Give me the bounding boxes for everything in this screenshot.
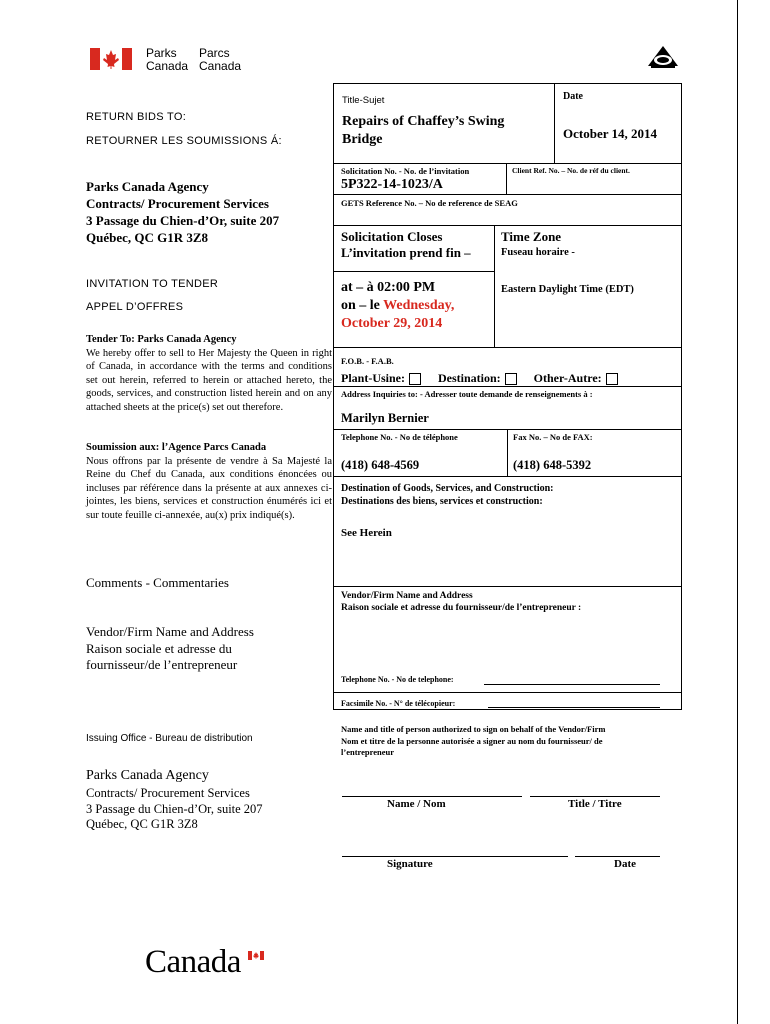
address-inquiries-label: Address Inquiries to: - Adresser toute demande de renseignements à :: [341, 389, 593, 399]
tender-to-body: We hereby offer to sell to Her Majesty the Queen in right of Canada, in accordance with the terms and conditions set out herein, referred to herein or attached hereto, the goods, services, and construction listed herein and on any attached sheets at the price(s) set out therefore.: [86, 347, 332, 413]
soumission-body: Nous offrons par la présente de vendre à Sa Majesté la Reine du Chef du Canada, aux conditions énoncées ou incluses par référence dans la présente at aux annexes ci-jointes, les biens, services et construction énumérés ici et sur toute feuille ci-annexée, au(x) prix indiqué(s).: [86, 455, 332, 521]
vendor-label-left: Vendor/Firm Name and Address Raison sociale et adresse du fournisseur/de l’entrepreneur: [86, 624, 254, 672]
other-checkbox[interactable]: [606, 373, 618, 385]
closing-day: Wednesday,: [383, 298, 455, 313]
soumission-block: [86, 441, 332, 522]
time-zone-label: Time Zone: [501, 229, 562, 244]
issuing-address: Contracts/ Procurement Services 3 Passage du Chien-d’Or, suite 207 Québec, QC G1R 3Z8: [86, 786, 263, 831]
canada-wordmark: Canada: [145, 944, 241, 980]
fob-label: F.O.B. - F.A.B.: [341, 356, 394, 366]
solicitation-number: 5P322-14-1023/A: [341, 177, 443, 192]
return-bids-en: RETURN BIDS TO:: [86, 111, 187, 123]
invitation-fr: APPEL D’OFFRES: [86, 301, 184, 313]
client-ref-label: Client Ref. No. – No. de réf du client.: [512, 166, 630, 175]
soumission-heading: Soumission aux: l’Agence Parcs Canada: [86, 442, 267, 453]
authorized-signer-label: Name and title of person authorized to sign on behalf of the Vendor/Firm Nom et titre de la personne autorisée a signer au nom du fournisseur/ de l’entrepreneur: [341, 724, 606, 757]
gets-label: GETS Reference No. – No de reference de SEAG: [341, 198, 518, 208]
fax-value: (418) 648-5392: [513, 458, 592, 472]
telephone-value: (418) 648-4569: [341, 458, 420, 472]
issuing-office-label: Issuing Office - Bureau de distribution: [86, 733, 253, 744]
canada-flag-icon: [90, 48, 132, 70]
fob-options: Plant-Usine: Destination: Other-Autre:: [341, 371, 618, 386]
header-parks-fr: Parcs Canada: [199, 46, 242, 73]
date-sign-label: Date: [614, 858, 636, 870]
beaver-logo-icon: [645, 44, 681, 70]
fax-label: Fax No. – No de FAX:: [513, 432, 593, 442]
see-herein: See Herein: [341, 527, 392, 539]
title-label-sign: Title / Titre: [568, 798, 622, 810]
invitation-en: INVITATION TO TENDER: [86, 278, 219, 290]
date-value: October 14, 2014: [563, 126, 657, 141]
issuing-agency: Parks Canada Agency: [86, 768, 209, 783]
vendor-label-right: Vendor/Firm Name and Address Raison sociale et adresse du fournisseur/de l’entrepreneur :: [341, 591, 582, 613]
date-label: Date: [563, 91, 583, 102]
return-address: Parks Canada Agency Contracts/ Procurement Services 3 Passage du Chien-d’Or, suite 207 Québec, QC G1R 3Z8: [86, 179, 280, 245]
contact-name: Marilyn Bernier: [341, 411, 429, 425]
return-bids-fr: RETOURNER LES SOUMISSIONS Á:: [86, 135, 282, 147]
closing-date: October 29, 2014: [341, 316, 443, 331]
title-value: Repairs of Chaffey’s Swing Bridge: [342, 114, 505, 147]
signature-label: Signature: [387, 858, 433, 870]
header-parks-en: Parks Canada: [146, 46, 189, 73]
name-label: Name / Nom: [387, 798, 446, 810]
destination-checkbox[interactable]: [505, 373, 517, 385]
comments-label: Comments - Commentaries: [86, 575, 229, 590]
fuseau-label: Fuseau horaire -: [501, 247, 575, 258]
wordmark-flag-icon: [248, 947, 264, 956]
tender-to-block: [86, 333, 332, 414]
plant-use-checkbox[interactable]: [409, 373, 421, 385]
solicitation-label: Solicitation No. - No. de l’invitation: [341, 166, 470, 176]
closing-time: at – à 02:00 PM on – le Wednesday, October 29, 2014: [341, 280, 455, 331]
title-label: Title-Sujet: [342, 95, 385, 106]
vendor-telephone: Telephone No. - No de telephone:: [341, 675, 454, 684]
telephone-label: Telephone No. - No de téléphone: [341, 432, 458, 442]
vendor-fax: Facsimile No. - N° de télécopieur:: [341, 699, 456, 708]
destination-goods: Destination of Goods, Services, and Construction: Destinations des biens, services et construction:: [341, 483, 554, 507]
tender-to-heading: Tender To: Parks Canada Agency: [86, 334, 237, 345]
solicitation-closes: Solicitation Closes L’invitation prend fin –: [341, 229, 471, 260]
edt-label: Eastern Daylight Time (EDT): [501, 284, 634, 295]
